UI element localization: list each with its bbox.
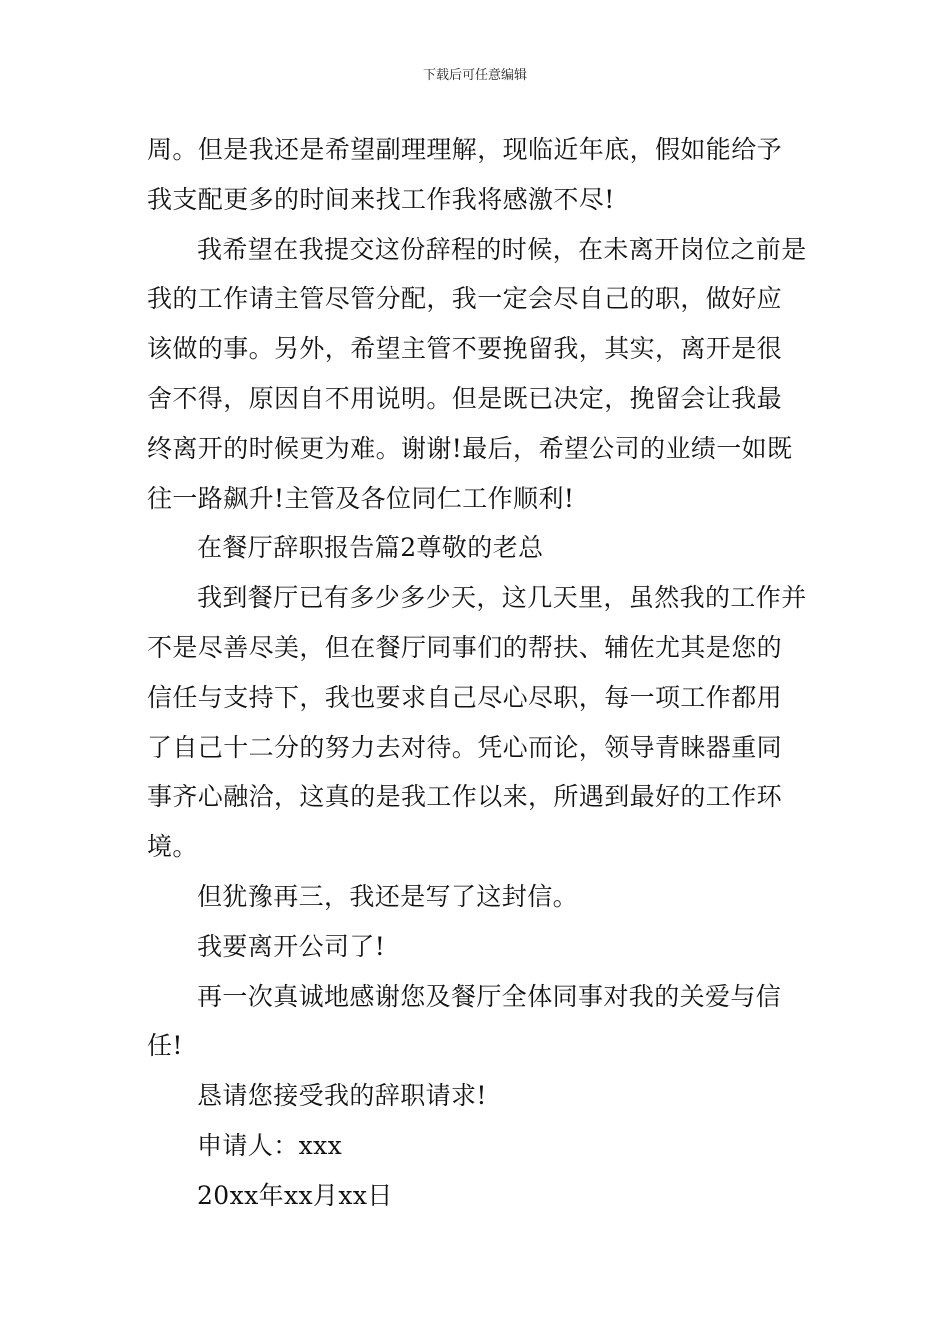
- paragraph-handover: 我希望在我提交这份辞程的时候，在未离开岗位之前是我的工作请主管尽管分配，我一定会尽自己的职，做好应该做的事。另外，希望主管不要挽留我，其实，离开是很舍不得，原因自不用说明。但是既已决定，挽留会让我最终离开的时候更为难。谢谢!最后，希望公司的业绩一如既往一路飙升!主管及各位同仁工作顺利!: [147, 234, 807, 513]
- paragraph-closing-request: 周。但是我还是希望副理理解，现临近年底，假如能给予我支配更多的时间来找工作我将感激不尽!: [147, 135, 783, 214]
- applicant-line: 申请人：xxx: [197, 1130, 343, 1160]
- paragraph-hesitation: 但犹豫再三，我还是写了这封信。: [197, 881, 579, 911]
- paragraph-request: 恳请您接受我的辞职请求!: [197, 1081, 487, 1111]
- paragraph-thanks: 再一次真诚地感谢您及餐厅全体同事对我的关爱与信任!: [147, 981, 782, 1061]
- paragraph-leaving: 我要离开公司了!: [197, 931, 386, 961]
- document-body: [147, 125, 807, 1221]
- page-header-note: 下载后可任意编辑: [422, 68, 527, 83]
- paragraph-gratitude: 我到餐厅已有多少多少天，这几天里，虽然我的工作并不是尽善尽美，但在餐厅同事们的帮扶、辅佐尤其是您的信任与支持下，我也要求自己尽心尽职，每一项工作都用了自己十二分的努力去对待。凭心而论，领导青睐器重同事齐心融洽，这真的是我工作以来，所遇到最好的工作环境。: [147, 583, 807, 862]
- section-heading: 在餐厅辞职报告篇2尊敬的老总: [197, 533, 544, 563]
- date-line: 20xx年xx月xx日: [197, 1180, 393, 1210]
